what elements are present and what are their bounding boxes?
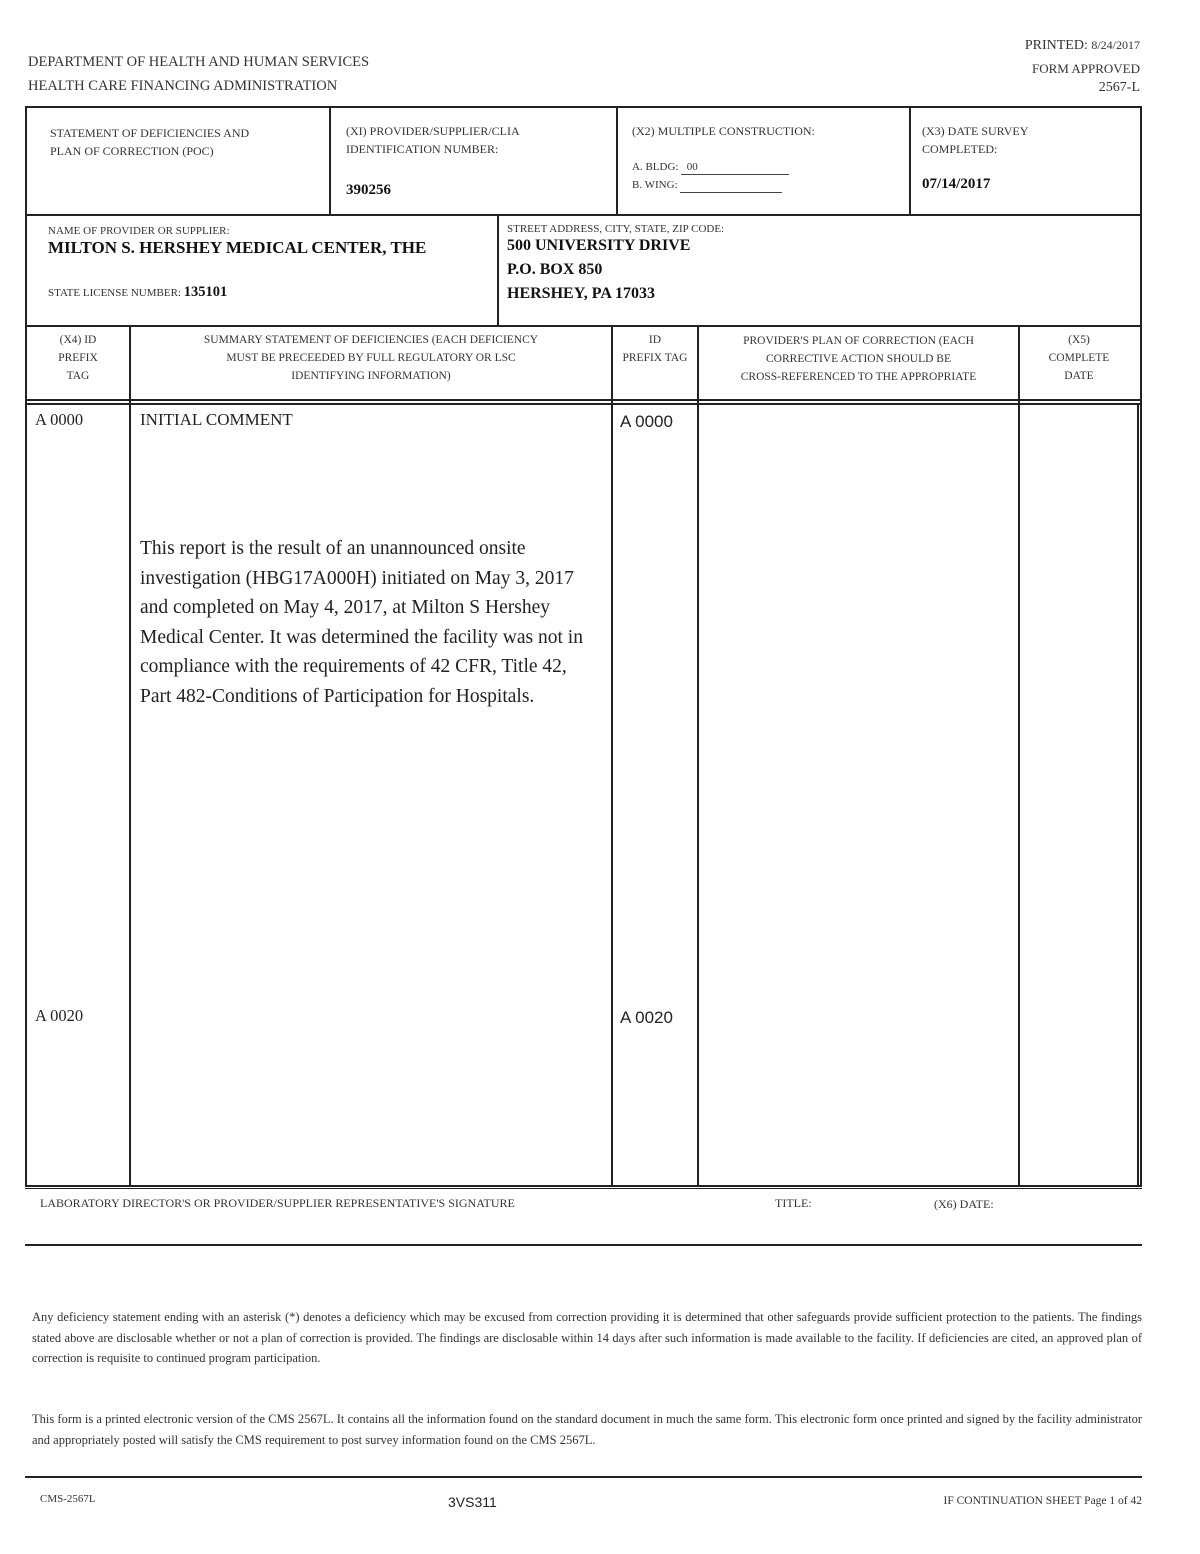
building-value: 00 bbox=[686, 161, 698, 173]
form-code: CMS-2567L bbox=[40, 1493, 96, 1505]
disclaimer-paragraph-1: Any deficiency statement ending with an asterisk (*) denotes a deficiency which may be excused from correction providing it is determined that other safeguards provide sufficient protection to the patients. The findings stated above are disclosable whether or not a plan of correction is provided. The findings are disclosable within 14 days after such information is made available to the facility. If deficiencies are cited, an approved plan of correction is requisite to continued program participation. bbox=[32, 1310, 1142, 1365]
license-number: 135101 bbox=[183, 284, 228, 300]
column-header-id-prefix: ID PREFIX TAG bbox=[622, 334, 688, 364]
address-label: STREET ADDRESS, CITY, STATE, ZIP CODE: bbox=[507, 223, 725, 235]
column-header-x5: (X5) COMPLETE DATE bbox=[1048, 334, 1110, 382]
event-id: 3VS311 bbox=[448, 1494, 497, 1510]
footer-divider bbox=[25, 1476, 1142, 1478]
wing-field bbox=[632, 176, 782, 194]
statement-label: STATEMENT OF DEFICIENCIES AND PLAN OF CORRECTION (POC) bbox=[50, 126, 250, 158]
divider bbox=[497, 214, 499, 327]
page-info: IF CONTINUATION SHEET Page 1 of 42 bbox=[943, 1495, 1142, 1507]
divider bbox=[909, 106, 911, 216]
printed-date-value: 8/24/2017 bbox=[1091, 38, 1140, 52]
row-body: This report is the result of an unannounced onsite investigation (HBG17A000H) initiated on May 3, 2017 and completed on May 4, 2017, at Milton S Hershey Medical Center. It was determined the facility was not in compliance with the requirements of 42 CFR, Title 42, Part 482-Conditions of Participation for Hospitals. bbox=[140, 538, 583, 707]
header-divider bbox=[25, 403, 1142, 405]
address-line-3: HERSHEY, PA 17033 bbox=[507, 285, 656, 302]
license-field bbox=[48, 283, 227, 302]
divider bbox=[697, 325, 699, 1187]
provider-id: 390256 bbox=[346, 182, 391, 198]
title-label: TITLE: bbox=[775, 1196, 812, 1210]
row-tag: A 0000 bbox=[35, 410, 84, 429]
date-survey-label: (X3) DATE SURVEY COMPLETED: bbox=[922, 124, 1029, 156]
row-title: INITIAL COMMENT bbox=[140, 410, 293, 429]
divider bbox=[329, 106, 331, 216]
printed-date bbox=[1025, 38, 1140, 54]
disclaimer-paragraph-2: This form is a printed electronic version of the CMS 2567L. It contains all the information found on the standard document in much the same form. This electronic form once printed and signed by the facility administrator and appropriately posted will satisfy the CMS requirement to post survey information found on the CMS 2567L. bbox=[32, 1412, 1142, 1447]
column-header-summary: SUMMARY STATEMENT OF DEFICIENCIES (EACH DEFICIENCY MUST BE PRECEEDED BY FULL REGULATORY OR LSC IDENTIFYING INFORMATION) bbox=[203, 334, 539, 382]
administration-name: HEALTH CARE FINANCING ADMINISTRATION bbox=[28, 78, 338, 94]
deficiency-table bbox=[25, 325, 1142, 1187]
date-survey-completed: 07/14/2017 bbox=[922, 176, 991, 192]
divider bbox=[129, 325, 131, 1187]
address-line-1: 500 UNIVERSITY DRIVE bbox=[507, 237, 691, 254]
divider bbox=[1137, 403, 1139, 1187]
signature-divider bbox=[25, 1188, 1142, 1189]
signature-line bbox=[25, 1244, 1142, 1246]
wing-label: B. WING: bbox=[632, 179, 678, 191]
form-number: 2567-L bbox=[1098, 80, 1140, 95]
address-line-2: P.O. BOX 850 bbox=[507, 261, 603, 278]
row-tag: A 0020 bbox=[35, 1006, 84, 1025]
provider-id-label: (XI) PROVIDER/SUPPLIER/CLIA IDENTIFICATION NUMBER: bbox=[346, 124, 520, 156]
form-approved: FORM APPROVED bbox=[1031, 61, 1140, 76]
divider bbox=[1018, 325, 1020, 1187]
header-divider bbox=[25, 399, 1142, 401]
signature-label: LABORATORY DIRECTOR'S OR PROVIDER/SUPPLIER REPRESENTATIVE'S SIGNATURE bbox=[40, 1196, 515, 1210]
department-name: DEPARTMENT OF HEALTH AND HUMAN SERVICES bbox=[28, 54, 370, 70]
date-label: (X6) DATE: bbox=[934, 1197, 994, 1211]
provider-name: MILTON S. HERSHEY MEDICAL CENTER, THE bbox=[48, 238, 427, 257]
printed-label: PRINTED: bbox=[1024, 38, 1088, 53]
building-label: A. BLDG: bbox=[632, 161, 679, 173]
multiple-construction-label: (X2) MULTIPLE CONSTRUCTION: bbox=[632, 124, 815, 138]
license-label: STATE LICENSE NUMBER: bbox=[48, 287, 181, 299]
building-field bbox=[632, 158, 789, 176]
column-header-plan: PROVIDER'S PLAN OF CORRECTION (EACH CORRECTIVE ACTION SHOULD BE CROSS-REFERENCED TO THE APPROPRIATE bbox=[740, 335, 977, 383]
divider bbox=[616, 106, 618, 216]
column-header-x4: (X4) ID PREFIX TAG bbox=[58, 334, 98, 382]
provider-name-label: NAME OF PROVIDER OR SUPPLIER: bbox=[48, 225, 230, 237]
divider bbox=[611, 325, 613, 1187]
row-id-tag: A 0000 bbox=[620, 412, 673, 431]
row-id-tag: A 0020 bbox=[620, 1008, 673, 1027]
